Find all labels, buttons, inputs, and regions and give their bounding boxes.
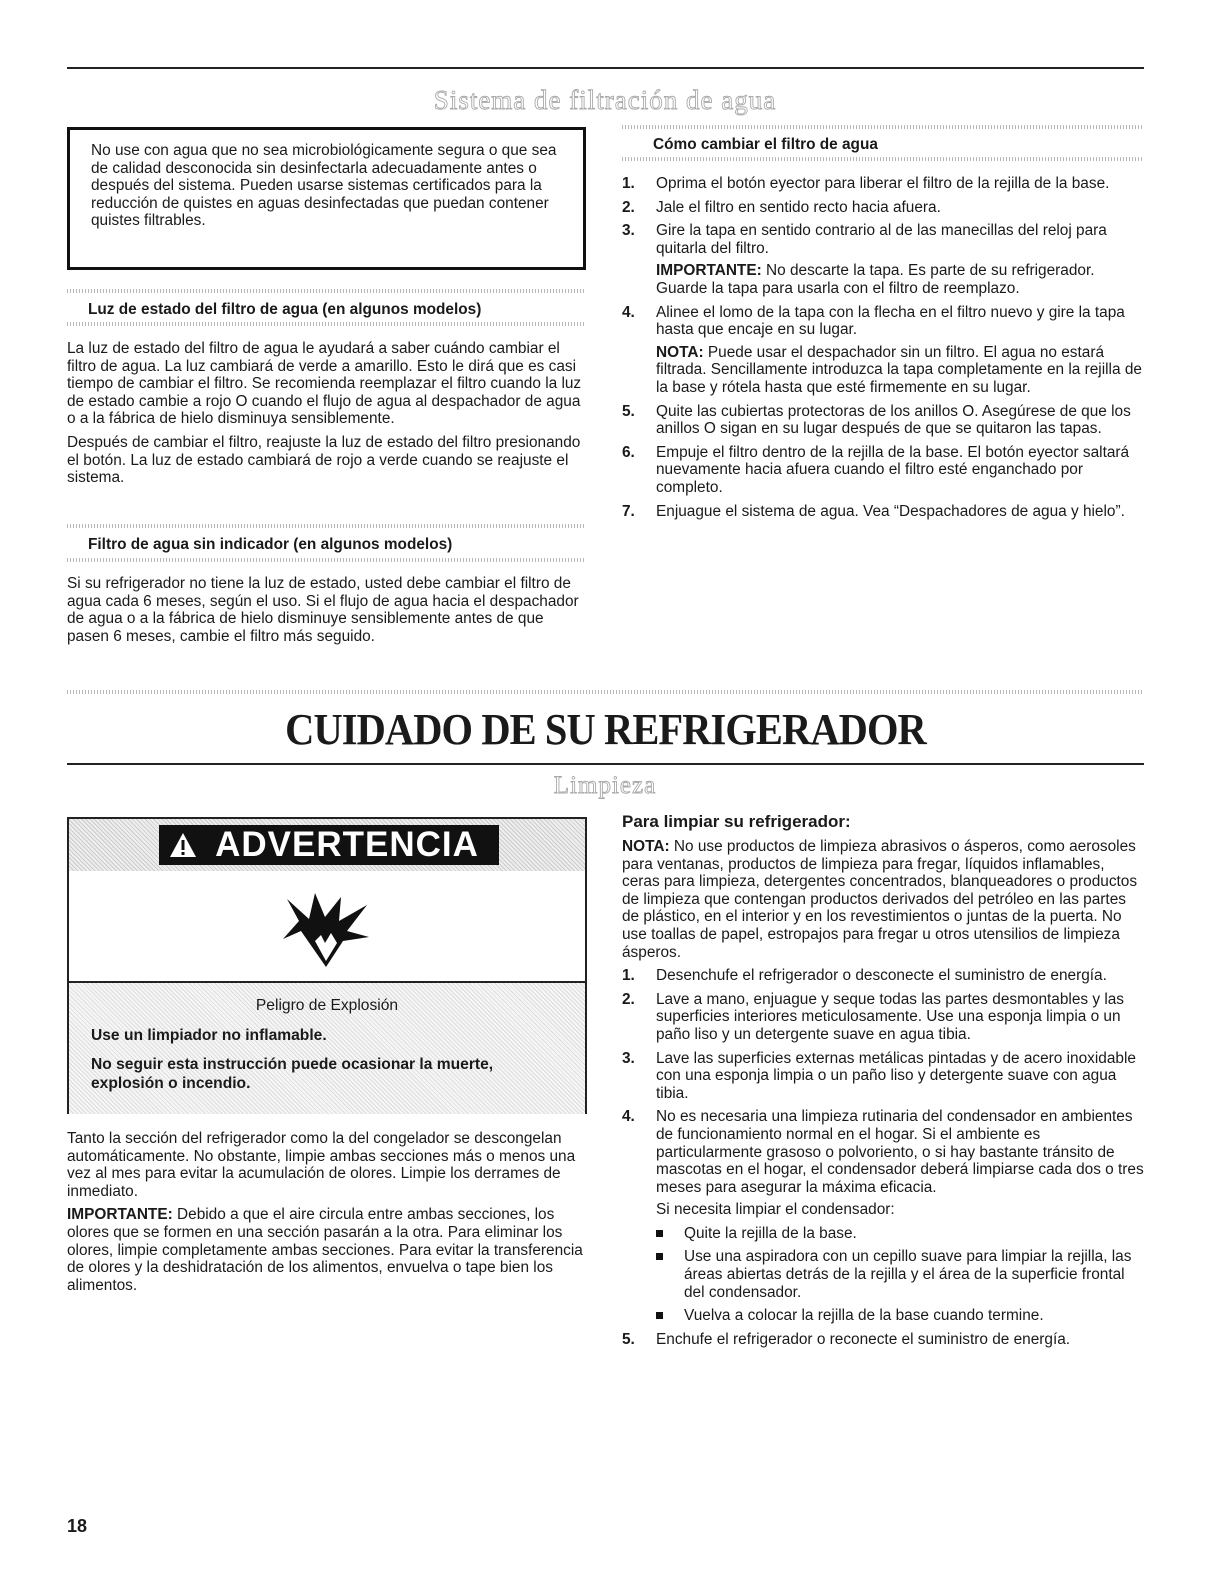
step-3-note (656, 262, 1144, 297)
warning-header (69, 819, 585, 871)
note-label: NOTA: (622, 838, 670, 855)
cleaning-heading: Para limpiar su refrigerador: (622, 812, 851, 831)
status-light-p2: Después de cambiar el filtro, reajuste la luz de estado del filtro presionando el botón. La luz de estado cambiará de rojo a verde cuando se reajuste el sistema. (67, 433, 581, 487)
bullet-item: Quite la rejilla de la base. (656, 1225, 1144, 1243)
bullet-item: Use una aspiradora con un cepillo suave para limpiar la rejilla, las áreas abiertas detrás de la rejilla y el área de la superficie frontal del condensador. (656, 1248, 1144, 1301)
note-text: Puede usar el despachador sin un filtro. El agua no estará filtrada. Sencillamente introduzca la tapa completamente en la rejilla de la base y rótela hasta que esté firmemente en su lugar. (656, 343, 1142, 396)
step-number: 6. (622, 443, 635, 461)
step-4 (622, 304, 1144, 397)
divider (67, 558, 586, 562)
step-number: 1. (622, 967, 635, 985)
microbiological-warning-box (67, 127, 586, 270)
step-number: 4. (622, 303, 635, 321)
explosion-icon (281, 891, 371, 967)
step-text: Jale el filtro en sentido recto hacia afuera. (656, 198, 941, 216)
defrost-paragraph: Tanto la sección del refrigerador como la del congelador se descongelan automáticamente. No obstante, limpie ambas secciones más o menos una vez al mes para evitar la acumulación de olores. Limpie los derrames de inmediato. (67, 1130, 576, 1200)
step-5 (622, 403, 1144, 438)
step-2 (622, 199, 1144, 217)
step-number: 5. (622, 402, 635, 420)
step-text: Quite las cubiertas protectoras de los anillos O. Asegúrese de que los anillos O sigan en su lugar después de que se quitaron las tapas. (656, 402, 1131, 438)
note-label: NOTA: (656, 343, 704, 361)
care-title: CUIDADO DE SU REFRIGERADOR (285, 705, 926, 754)
step-number: 1. (622, 175, 635, 192)
hazard-title: Peligro de Explosión (255, 997, 399, 1014)
step-1 (622, 175, 1144, 193)
cleaning-note (622, 838, 1144, 961)
note-text: No descarte la tapa. Es parte de su refrigerador. Guarde la tapa para usarla con el filtro de reemplazo. (656, 262, 1095, 297)
condenser-intro: Si necesita limpiar el condensador: (656, 1201, 895, 1219)
clean-step-2 (622, 991, 1144, 1044)
divider (67, 524, 586, 528)
step-number: 3. (622, 1049, 635, 1067)
step-6 (622, 444, 1144, 497)
step-text: Desenchufe el refrigerador o desconecte el suministro de energía. (656, 967, 1107, 985)
status-light-heading: Luz de estado del filtro de agua (en algunos modelos) (88, 301, 482, 318)
section-divider (67, 690, 1144, 694)
no-indicator-heading: Filtro de agua sin indicador (en algunos modelos) (88, 536, 453, 553)
note-text: No use productos de limpieza abrasivos o ásperos, como aerosoles para ventanas, productos de limpieza para fregar, líquidos inflamables, ceras para limpieza, detergentes concentrados, blanqueadores o productos de limpieza que contengan productos derivados del petróleo en las partes de plástico, en el interior y en los revestimientos o juntas de la puerta. No use toallas de papel, estropajos para fregar u otros utensilios de limpieza ásperos. (622, 838, 1138, 961)
step-number: 3. (622, 222, 635, 240)
step-text: Enchufe el refrigerador o reconecte el suministro de energía. (656, 1330, 1071, 1348)
clean-step-3 (622, 1050, 1144, 1103)
change-filter-steps (622, 175, 1144, 526)
step-text: Lave las superficies externas metálicas pintadas y de acero inoxidable con una esponja limpia o un paño liso y detergente suave con agua tibia. (656, 1049, 1136, 1102)
bullet-item: Vuelva a colocar la rejilla de la base cuando termine. (656, 1307, 1144, 1325)
warning-header-text: ADVERTENCIA (215, 825, 479, 864)
clean-step-4 (622, 1108, 1144, 1325)
divider (622, 125, 1144, 129)
step-text: Empuje el filtro dentro de la rejilla de la base. El botón eyector saltará nuevamente hacia afuera cuando el filtro esté enganchado por completo. (656, 443, 1130, 496)
warning-line-1: Use un limpiador no inflamable. (91, 1027, 327, 1044)
divider (67, 322, 586, 326)
cleaning-body (622, 838, 1144, 1354)
step-3 (622, 222, 1144, 297)
page-number: 18 (67, 1516, 88, 1536)
care-left-text (67, 1130, 589, 1300)
no-indicator-p1: Si su refrigerador no tiene la luz de estado, usted debe cambiar el filtro de agua cada 6 meses, según el uso. Si el flujo de agua hacia el despachador de agua o a la fábrica de hielo disminuye sensiblemente antes de que pasen 6 meses, cambie el filtro más seguido. (67, 575, 579, 645)
step-7 (622, 503, 1144, 521)
divider (67, 289, 586, 293)
important-label: IMPORTANTE: (67, 1206, 173, 1224)
section-title-filtration: Sistema de filtración de agua (433, 85, 777, 115)
step-4-note (656, 344, 1144, 397)
explosion-warning-box (67, 817, 587, 1114)
step-text: Lave a mano, enjuague y seque todas las partes desmontables y las superficies interiores meticulosamente. Use una esponja limpia o un paño liso y un detergente suave en agua tibia. (656, 990, 1125, 1043)
warning-text: No use con agua que no sea microbiológicamente segura o que sea de calidad desconocida sin desinfectarla adecuadamente antes o después del sistema. Pueden usarse sistemas certificados para la reducción de quistes en aguas desinfectadas que puedan contener quistes filtrables. (91, 142, 557, 230)
status-light-body (67, 340, 589, 493)
warning-triangle-icon (169, 832, 197, 858)
step-number: 2. (622, 990, 635, 1008)
step-text: Enjuague el sistema de agua. Vea “Despachadores de agua y hielo”. (656, 502, 1125, 520)
warning-line-2: No seguir esta instrucción puede ocasionar la muerte, explosión o incendio. (91, 1056, 494, 1092)
odor-text: Debido a que el aire circula entre ambas secciones, los olores que se formen en una sección pasarán a la otra. Para eliminar los olores, limpie completamente ambas secciones. Para evitar la transferencia de olores y la deshidratación de los alimentos, envuelva o tape bien los alimentos. (67, 1206, 583, 1294)
note-label: IMPORTANTE: (656, 262, 762, 280)
step-number: 4. (622, 1108, 635, 1126)
step-number: 7. (622, 502, 635, 520)
step-text: No es necesaria una limpieza rutinaria del condensador en ambientes de funcionamiento normal en el hogar. Si el ambiente es particularmente grasoso o polvoriento, o si hay bastante tránsito de mascotas en el hogar, el condensador deberá limpiarse cada dos o tres meses para asegurar la máxima eficacia. (656, 1108, 1144, 1196)
step-text: Gire la tapa en sentido contrario al de las manecillas del reloj para quitarla del filtro. (656, 222, 1107, 257)
warning-message-area (69, 981, 585, 1114)
step-text: Alinee el lomo de la tapa con la flecha en el filtro nuevo y gire la tapa hasta que encaje en su lugar. (656, 303, 1125, 339)
top-rule (67, 67, 1144, 69)
care-rule (67, 763, 1144, 765)
change-filter-heading: Cómo cambiar el filtro de agua (653, 136, 878, 153)
clean-step-5 (622, 1331, 1144, 1349)
step-number: 2. (622, 198, 635, 216)
divider (622, 157, 1144, 161)
no-indicator-body (67, 575, 589, 651)
odor-paragraph (67, 1206, 589, 1294)
cleaning-subtitle: Limpieza (553, 772, 657, 799)
clean-step-1 (622, 967, 1144, 985)
step-number: 5. (622, 1330, 635, 1348)
status-light-p1: La luz de estado del filtro de agua le ayudará a saber cuándo cambiar el filtro de agua. La luz cambiará de verde a amarillo. Esto le dirá que es casi tiempo de cambiar el filtro. Se recomienda reemplazar el filtro cuando la luz de estado cambie a rojo O cuando el flujo de agua al despachador de agua o a la fábrica de hielo disminuya sensiblemente. (67, 340, 582, 428)
step-text: Oprima el botón eyector para liberar el filtro de la rejilla de la base. (656, 175, 1110, 192)
